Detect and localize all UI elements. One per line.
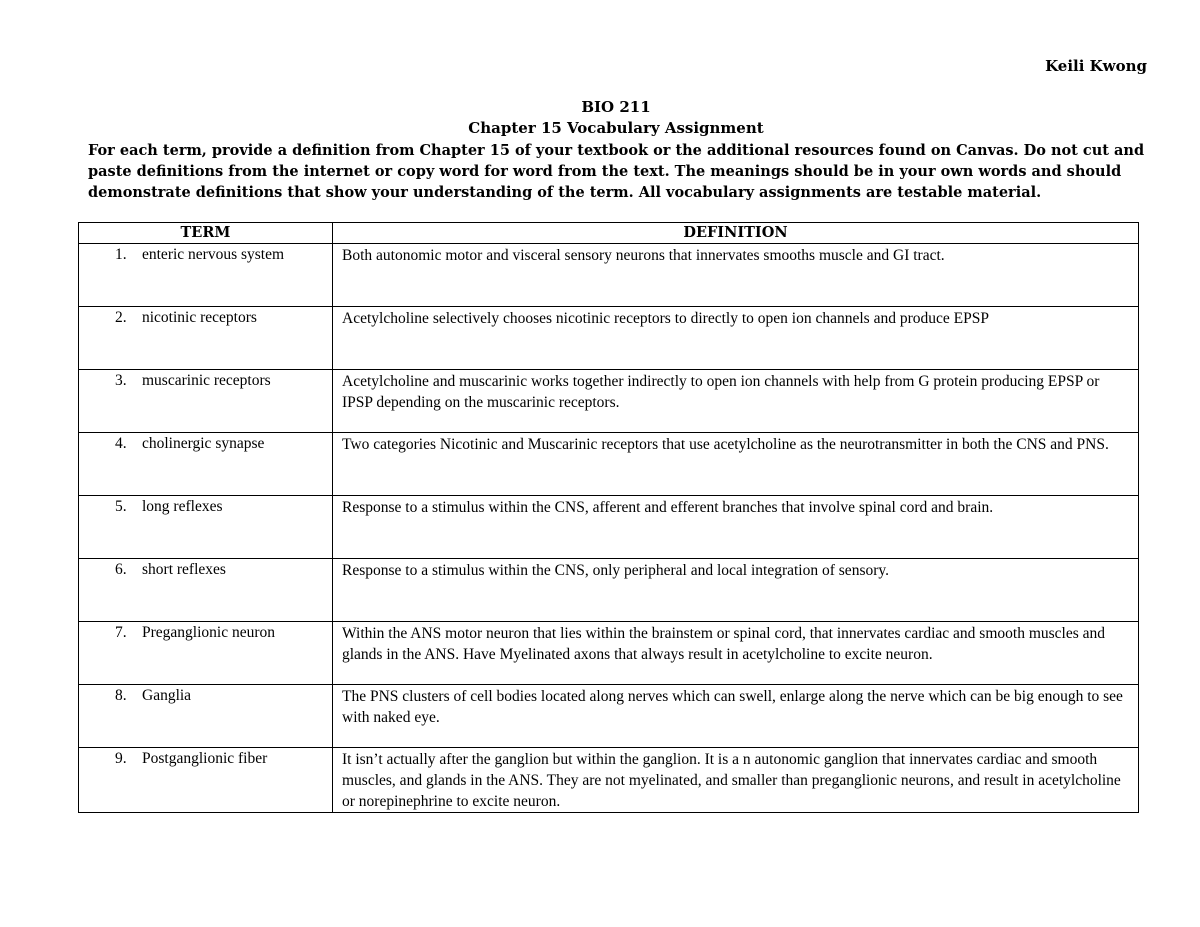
term-text: short reflexes (142, 561, 226, 578)
term-text: nicotinic receptors (142, 309, 257, 326)
term-number: 3. (115, 372, 127, 389)
definition-cell: Acetylcholine selectively chooses nicotinic receptors to directly to open ion channels and produce EPSP (333, 307, 1139, 370)
assignment-title: Chapter 15 Vocabulary Assignment (468, 119, 764, 137)
term-cell (79, 244, 333, 307)
term-text: muscarinic receptors (142, 372, 271, 389)
table-row (79, 433, 1139, 496)
definition-cell: Response to a stimulus within the CNS, only peripheral and local integration of sensory. (333, 559, 1139, 622)
term-number: 7. (115, 624, 127, 641)
author-name: Keili Kwong (1045, 57, 1147, 75)
term-cell (79, 748, 333, 813)
table-row (79, 559, 1139, 622)
column-header-term: TERM (79, 223, 333, 244)
table-body (79, 244, 1139, 813)
term-cell (79, 370, 333, 433)
term-cell (79, 622, 333, 685)
definition-cell: Within the ANS motor neuron that lies within the brainstem or spinal cord, that innervates cardiac and smooth muscles and glands in the ANS. Have Myelinated axons that always result in acetylcholine to excite neuron. (333, 622, 1139, 685)
column-header-definition: DEFINITION (333, 223, 1139, 244)
table-row (79, 685, 1139, 748)
term-text: Postganglionic fiber (142, 750, 268, 767)
table-row (79, 307, 1139, 370)
term-cell (79, 433, 333, 496)
definition-cell: Both autonomic motor and visceral sensory neurons that innervates smooths muscle and GI tract. (333, 244, 1139, 307)
table-row (79, 496, 1139, 559)
vocabulary-table (78, 222, 1139, 813)
course-code: BIO 211 (581, 98, 651, 116)
term-text: Preganglionic neuron (142, 624, 276, 641)
term-number: 8. (115, 687, 127, 704)
term-text: cholinergic synapse (142, 435, 265, 452)
table-row (79, 244, 1139, 307)
term-number: 5. (115, 498, 127, 515)
term-text: enteric nervous system (142, 246, 285, 263)
term-text: Ganglia (142, 687, 192, 704)
definition-cell: The PNS clusters of cell bodies located along nerves which can swell, enlarge along the nerve which can be big enough to see with naked eye. (333, 685, 1139, 748)
definition-cell: Acetylcholine and muscarinic works together indirectly to open ion channels with help from G protein producing EPSP or IPSP depending on the muscarinic receptors. (333, 370, 1139, 433)
term-number: 9. (115, 750, 127, 767)
term-cell (79, 496, 333, 559)
term-text: long reflexes (142, 498, 223, 515)
definition-cell: Two categories Nicotinic and Muscarinic receptors that use acetylcholine as the neurotransmitter in both the CNS and PNS. (333, 433, 1139, 496)
table-row (79, 622, 1139, 685)
instructions-paragraph: For each term, provide a definition from Chapter 15 of your textbook or the additional resources found on Canvas. Do not cut and paste definitions from the internet or copy word for word from the text. The meanings should be in your own words and should demonstrate definitions that show your understanding of the term. All vocabulary assignments are testable material. (88, 142, 1145, 201)
term-cell (79, 685, 333, 748)
term-number: 6. (115, 561, 127, 578)
table-header-row (79, 223, 1139, 244)
term-number: 2. (115, 309, 127, 326)
term-cell (79, 559, 333, 622)
table-row (79, 370, 1139, 433)
term-number: 4. (115, 435, 127, 452)
table-row (79, 748, 1139, 813)
term-number: 1. (115, 246, 127, 263)
definition-cell: It isn’t actually after the ganglion but within the ganglion. It is a n autonomic ganglion that innervates cardiac and smooth muscles, and glands in the ANS. They are not myelinated, and smaller than preganglionic neurons, and result in acetylcholine or norepinephrine to excite neuron. (333, 748, 1139, 813)
definition-cell: Response to a stimulus within the CNS, afferent and efferent branches that involve spinal cord and brain. (333, 496, 1139, 559)
term-cell (79, 307, 333, 370)
